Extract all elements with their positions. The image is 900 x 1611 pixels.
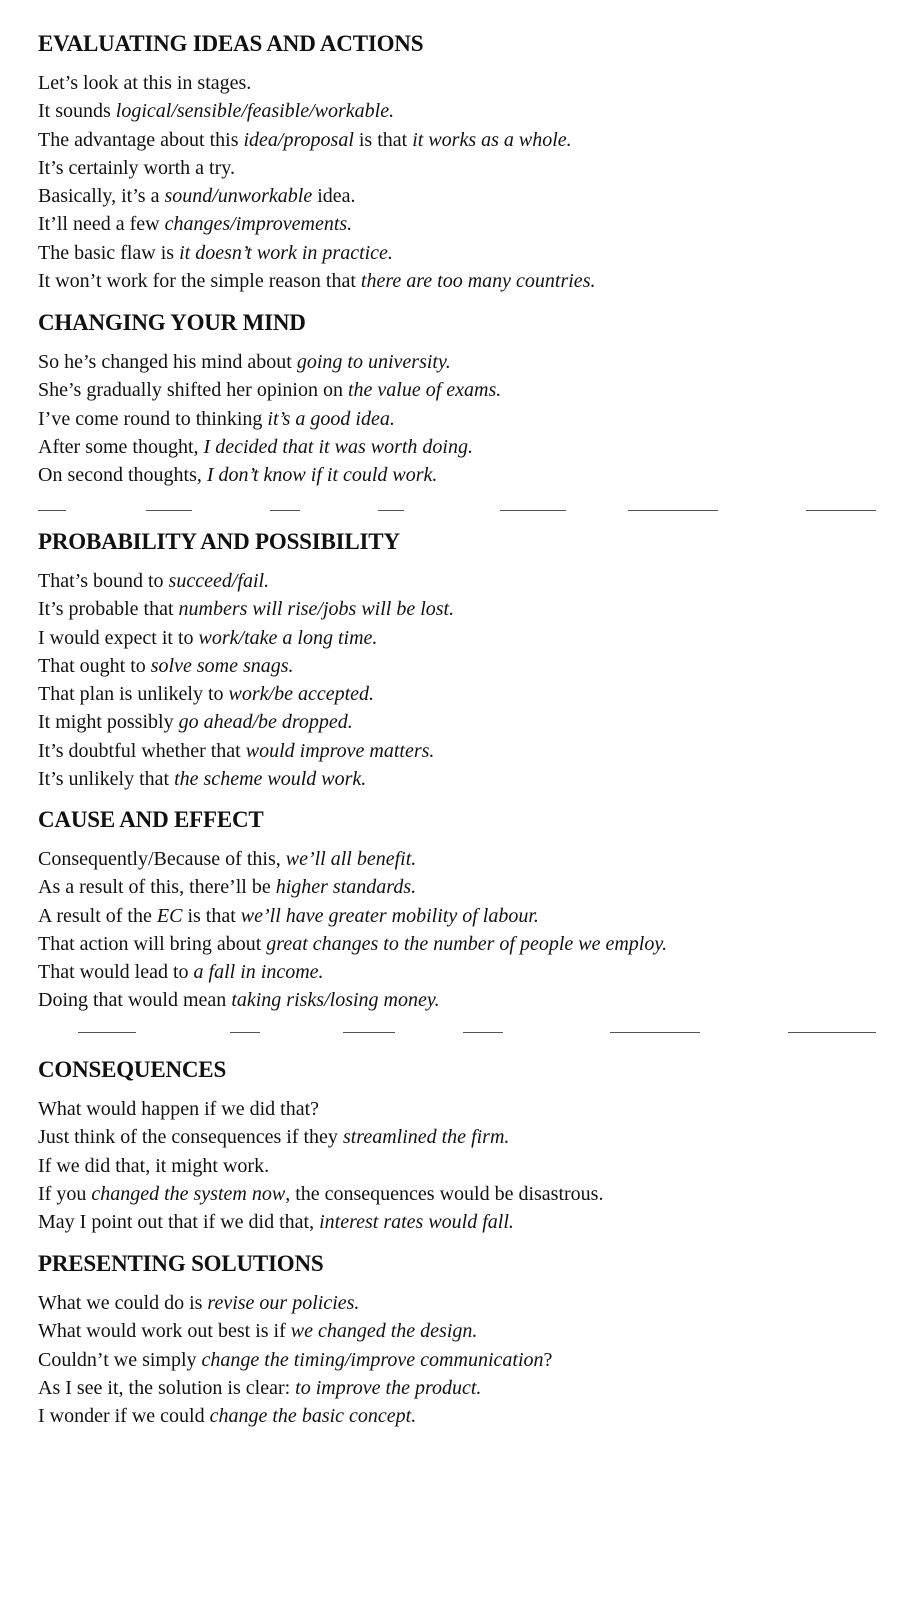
section-heading: CHANGING YOUR MIND xyxy=(38,310,306,335)
phrase-example-text: I don’t know if it could work. xyxy=(206,464,438,487)
phrase-text: It’s doubtful whether that xyxy=(38,739,246,762)
section-heading: CAUSE AND EFFECT xyxy=(38,807,264,832)
phrase-text: It’ll need a few xyxy=(38,213,165,236)
phrase-example-text: we changed the design. xyxy=(290,1320,478,1343)
phrase-list xyxy=(38,845,878,1015)
phrase-text: It might possibly xyxy=(38,711,179,734)
phrase-example-text: to improve the product. xyxy=(295,1376,482,1399)
phrase-line xyxy=(38,986,878,1014)
phrase-line xyxy=(38,1123,878,1151)
section-cause-effect xyxy=(38,806,878,1015)
phrase-text: ? xyxy=(543,1348,553,1371)
phrase-text: Just think of the consequences if they xyxy=(38,1126,343,1149)
phrase-line xyxy=(38,652,878,680)
phrase-example-text: I decided that it was worth doing. xyxy=(203,435,473,458)
phrase-example-text: revise our policies. xyxy=(207,1292,360,1314)
phrase-line xyxy=(38,182,878,210)
phrase-line xyxy=(38,348,878,376)
phrase-example-text: taking risks/losing money. xyxy=(231,989,440,1012)
phrase-example-text: idea/proposal xyxy=(243,128,354,151)
phrase-list xyxy=(38,1095,878,1236)
phrase-line xyxy=(38,97,878,125)
phrase-example-text: changes/improvements. xyxy=(164,213,353,236)
phrase-line xyxy=(38,873,878,901)
section-consequences xyxy=(38,1056,878,1236)
phrase-line xyxy=(38,1346,878,1374)
phrase-text: On second thoughts, xyxy=(38,464,207,487)
section-changing-your-mind xyxy=(38,309,878,489)
phrase-example-text: solve some snags. xyxy=(150,654,294,677)
phrase-text: If you xyxy=(38,1182,92,1205)
phrase-text: Consequently/Because of this, xyxy=(38,848,286,870)
phrase-text: A result of the xyxy=(38,904,157,927)
phrase-example-text: interest rates would fall. xyxy=(319,1211,514,1234)
phrase-text: is that xyxy=(182,904,241,927)
phrase-list xyxy=(38,567,878,793)
phrase-example-text: EC xyxy=(156,904,183,927)
phrase-text: That would lead to xyxy=(38,961,194,984)
phrase-example-text: sound/unworkable xyxy=(164,185,313,208)
phrase-text: As I see it, the solution is clear: xyxy=(38,1376,296,1399)
phrase-text: She’s gradually shifted her opinion on xyxy=(38,379,348,402)
phrase-example-text: it doesn’t work in practice. xyxy=(179,241,393,264)
phrase-text: idea. xyxy=(312,185,356,208)
phrase-text: I’ve come round to thinking xyxy=(38,407,268,430)
phrase-text: What we could do is xyxy=(38,1292,208,1314)
phrase-text: It’s certainly worth a try. xyxy=(38,156,235,179)
phrase-text: After some thought, xyxy=(38,435,204,458)
phrase-line xyxy=(38,1180,878,1208)
phrase-list xyxy=(38,348,878,489)
phrase-list xyxy=(38,1289,878,1430)
section-heading: PRESENTING SOLUTIONS xyxy=(38,1251,324,1276)
phrase-line xyxy=(38,624,878,652)
phrase-line xyxy=(38,902,878,930)
phrase-example-text: work/be accepted. xyxy=(228,683,375,706)
section-heading: CONSEQUENCES xyxy=(38,1057,227,1082)
phrase-line xyxy=(38,958,878,986)
phrase-text: Basically, it’s a xyxy=(38,185,165,208)
phrase-line xyxy=(38,680,878,708)
phrase-line xyxy=(38,567,878,595)
phrase-text: If we did that, it might work. xyxy=(38,1154,270,1177)
phrase-text: May I point out that if we did that, xyxy=(38,1211,320,1234)
phrase-example-text: would improve matters. xyxy=(245,739,435,762)
phrase-text: That’s bound to xyxy=(38,570,169,592)
phrase-line xyxy=(38,433,878,461)
phrase-line xyxy=(38,461,878,489)
phrase-text: Couldn’t we simply xyxy=(38,1348,202,1371)
phrase-text: That ought to xyxy=(38,654,151,677)
section-heading: PROBABILITY AND POSSIBILITY xyxy=(38,529,400,554)
phrase-line xyxy=(38,1095,878,1123)
phrase-example-text: going to university. xyxy=(296,351,451,373)
phrase-text: I would expect it to xyxy=(38,626,199,649)
phrase-example-text: changed the system now xyxy=(91,1182,286,1205)
phrase-text: What would happen if we did that? xyxy=(38,1098,320,1120)
section-heading: EVALUATING IDEAS AND ACTIONS xyxy=(38,31,424,56)
phrase-line xyxy=(38,239,878,267)
phrase-example-text: change the basic concept. xyxy=(209,1405,417,1428)
phrase-example-text: change the timing/improve communication xyxy=(201,1348,544,1371)
phrase-text: That plan is unlikely to xyxy=(38,683,229,706)
phrase-text: Doing that would mean xyxy=(38,989,232,1012)
phrase-text: That action will bring about xyxy=(38,932,267,955)
phrase-line xyxy=(38,737,878,765)
phrase-text: It sounds xyxy=(38,100,116,123)
phrase-text: , the consequences would be disastrous. xyxy=(285,1182,604,1205)
phrase-line xyxy=(38,210,878,238)
phrase-line xyxy=(38,154,878,182)
phrase-text: So he’s changed his mind about xyxy=(38,351,297,373)
phrase-text: It’s unlikely that xyxy=(38,768,175,791)
phrase-example-text: succeed/fail. xyxy=(168,570,270,592)
section-evaluating-ideas xyxy=(38,30,878,295)
phrase-line xyxy=(38,267,878,295)
phrase-text: As a result of this, there’ll be xyxy=(38,876,276,899)
section-divider xyxy=(38,1032,876,1033)
phrase-line xyxy=(38,1317,878,1345)
phrase-example-text: great changes to the number of people we employ. xyxy=(266,932,668,955)
phrase-example-text: we’ll all benefit. xyxy=(285,848,417,870)
phrase-text: What would work out best is if xyxy=(38,1320,291,1343)
phrase-text: The basic flaw is xyxy=(38,241,180,264)
phrase-example-text: the scheme would work. xyxy=(174,768,367,791)
phrase-line xyxy=(38,1152,878,1180)
phrase-text: It’s probable that xyxy=(38,598,179,621)
phrase-example-text: there are too many countries. xyxy=(360,270,596,293)
phrase-text: It won’t work for the simple reason that xyxy=(38,270,361,293)
phrase-line xyxy=(38,1374,878,1402)
phrase-line xyxy=(38,595,878,623)
phrase-list xyxy=(38,69,878,295)
phrase-text: I wonder if we could xyxy=(38,1405,210,1428)
phrase-line xyxy=(38,405,878,433)
phrase-example-text: logical/sensible/feasible/workable. xyxy=(115,100,395,123)
phrase-example-text: it works as a whole. xyxy=(412,128,572,151)
phrase-example-text: work/take a long time. xyxy=(198,626,378,649)
phrase-example-text: we’ll have greater mobility of labour. xyxy=(240,904,539,927)
phrase-example-text: numbers will rise/jobs will be lost. xyxy=(178,598,455,621)
phrase-text: Let’s look at this in stages. xyxy=(38,72,252,94)
phrase-line xyxy=(38,1208,878,1236)
phrase-line xyxy=(38,376,878,404)
phrase-line xyxy=(38,708,878,736)
phrase-text: The advantage about this xyxy=(38,128,244,151)
section-probability-possibility xyxy=(38,528,878,793)
phrase-example-text: go ahead/be dropped. xyxy=(178,711,353,734)
phrase-line xyxy=(38,1289,878,1317)
phrase-text: is that xyxy=(353,128,413,151)
phrase-line xyxy=(38,69,878,97)
phrase-example-text: streamlined the firm. xyxy=(342,1126,510,1149)
phrase-example-text: the value of exams. xyxy=(347,379,502,402)
phrase-line xyxy=(38,845,878,873)
phrase-line xyxy=(38,930,878,958)
section-divider xyxy=(38,510,876,511)
phrase-line xyxy=(38,765,878,793)
phrase-example-text: higher standards. xyxy=(275,876,417,899)
section-presenting-solutions xyxy=(38,1250,878,1430)
phrase-example-text: it’s a good idea. xyxy=(267,407,395,430)
phrase-line xyxy=(38,1402,878,1430)
phrase-example-text: a fall in income. xyxy=(193,961,324,984)
phrase-line xyxy=(38,126,878,154)
